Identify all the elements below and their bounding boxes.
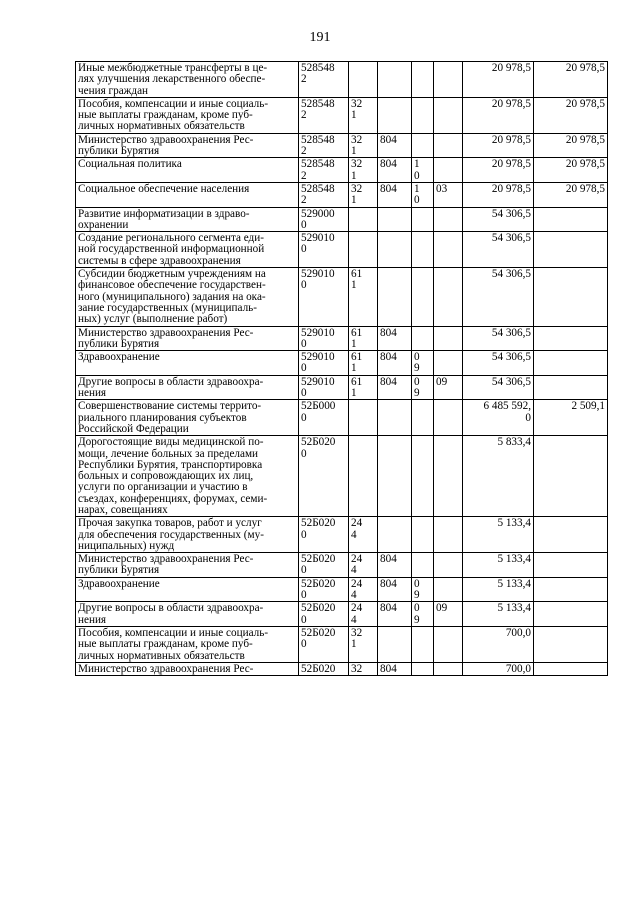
ministry-code-cell: 804: [378, 351, 412, 376]
table-row: [76, 62, 608, 98]
table-row: [76, 436, 608, 517]
amount-2-cell: 20 978,5: [534, 182, 608, 207]
subsection-cell: [434, 268, 463, 326]
amount-1-cell: 54 306,5: [463, 207, 534, 232]
amount-2-cell: 20 978,5: [534, 62, 608, 98]
expense-type-cell: 61 1: [349, 375, 378, 400]
amount-1-cell: 20 978,5: [463, 182, 534, 207]
section-cell: 1 0: [412, 182, 434, 207]
row-name-cell: Дорогостоящие виды медицинской по- мощи, лечение больных за пределами Республики Бурятия, транспортировка больных и сопровождающих их лиц, услуги по организации и участию в съездах, конференциях, форумах, семи- нарах, совещаниях: [76, 436, 299, 517]
ministry-code-cell: [378, 207, 412, 232]
amount-1-cell: 5 133,4: [463, 577, 534, 602]
expense-type-cell: 24 4: [349, 602, 378, 627]
ministry-code-cell: [378, 232, 412, 268]
row-name-cell: Совершенствование системы террито- риального планирования субъектов Российской Федерации: [76, 400, 299, 436]
ministry-code-cell: 804: [378, 553, 412, 578]
subsection-cell: [434, 553, 463, 578]
section-cell: [412, 626, 434, 662]
row-name-cell: Создание регионального сегмента еди- ной государственной информационной системы в сфере здравоохранения: [76, 232, 299, 268]
section-cell: 0 9: [412, 577, 434, 602]
table-row: [76, 577, 608, 602]
subsection-cell: [434, 662, 463, 675]
row-name-cell: Министерство здравоохранения Рес- публики Бурятия: [76, 326, 299, 351]
amount-1-cell: 700,0: [463, 662, 534, 675]
target-article-cell: 529010 0: [299, 375, 349, 400]
ministry-code-cell: [378, 62, 412, 98]
target-article-cell: 52Б020 0: [299, 436, 349, 517]
subsection-cell: 09: [434, 602, 463, 627]
amount-2-cell: [534, 602, 608, 627]
row-name-cell: Министерство здравоохранения Рес- публики Бурятия: [76, 553, 299, 578]
expense-type-cell: [349, 436, 378, 517]
section-cell: [412, 436, 434, 517]
amount-2-cell: [534, 517, 608, 553]
amount-1-cell: 54 306,5: [463, 351, 534, 376]
expense-type-cell: [349, 62, 378, 98]
table-row: [76, 207, 608, 232]
amount-2-cell: [534, 577, 608, 602]
target-article-cell: 528548 2: [299, 133, 349, 158]
target-article-cell: 529000 0: [299, 207, 349, 232]
amount-1-cell: 54 306,5: [463, 326, 534, 351]
table-row: [76, 268, 608, 326]
amount-1-cell: 5 133,4: [463, 553, 534, 578]
section-cell: 0 9: [412, 375, 434, 400]
table-row: [76, 626, 608, 662]
expense-type-cell: 24 4: [349, 553, 378, 578]
amount-1-cell: 6 485 592, 0: [463, 400, 534, 436]
ministry-code-cell: 804: [378, 602, 412, 627]
amount-2-cell: [534, 662, 608, 675]
row-name-cell: Социальная политика: [76, 158, 299, 183]
target-article-cell: 52Б020 0: [299, 517, 349, 553]
ministry-code-cell: [378, 436, 412, 517]
section-cell: [412, 662, 434, 675]
ministry-code-cell: 804: [378, 326, 412, 351]
amount-2-cell: 2 509,1: [534, 400, 608, 436]
subsection-cell: [434, 62, 463, 98]
table-row: [76, 182, 608, 207]
table-row: [76, 232, 608, 268]
table-row: [76, 97, 608, 133]
subsection-cell: [434, 232, 463, 268]
amount-2-cell: [534, 436, 608, 517]
row-name-cell: Другие вопросы в области здравоохра- нения: [76, 375, 299, 400]
table-row: [76, 133, 608, 158]
table-row: [76, 602, 608, 627]
row-name-cell: Министерство здравоохранения Рес-: [76, 662, 299, 675]
target-article-cell: 528548 2: [299, 97, 349, 133]
ministry-code-cell: [378, 517, 412, 553]
amount-2-cell: 20 978,5: [534, 97, 608, 133]
row-name-cell: Прочая закупка товаров, работ и услуг для обеспечения государственных (му- ниципальных) нужд: [76, 517, 299, 553]
target-article-cell: 528548 2: [299, 62, 349, 98]
ministry-code-cell: [378, 97, 412, 133]
section-cell: [412, 207, 434, 232]
subsection-cell: [434, 326, 463, 351]
ministry-code-cell: 804: [378, 577, 412, 602]
ministry-code-cell: 804: [378, 182, 412, 207]
subsection-cell: [434, 158, 463, 183]
table-body: [76, 62, 608, 676]
subsection-cell: [434, 133, 463, 158]
table-row: [76, 662, 608, 675]
ministry-code-cell: 804: [378, 158, 412, 183]
ministry-code-cell: 804: [378, 375, 412, 400]
table-row: [76, 517, 608, 553]
expense-type-cell: 32 1: [349, 626, 378, 662]
section-cell: 0 9: [412, 351, 434, 376]
ministry-code-cell: [378, 400, 412, 436]
expense-type-cell: 24 4: [349, 517, 378, 553]
row-name-cell: Здравоохранение: [76, 351, 299, 376]
expense-type-cell: [349, 207, 378, 232]
subsection-cell: [434, 577, 463, 602]
amount-1-cell: 54 306,5: [463, 375, 534, 400]
amount-1-cell: 5 833,4: [463, 436, 534, 517]
row-name-cell: Пособия, компенсации и иные социаль- ные выплаты гражданам, кроме пуб- личных нормативных обязательств: [76, 97, 299, 133]
subsection-cell: [434, 97, 463, 133]
row-name-cell: Социальное обеспечение населения: [76, 182, 299, 207]
amount-2-cell: [534, 351, 608, 376]
row-name-cell: Другие вопросы в области здравоохра- нения: [76, 602, 299, 627]
amount-2-cell: [534, 326, 608, 351]
subsection-cell: 03: [434, 182, 463, 207]
target-article-cell: 52Б020 0: [299, 577, 349, 602]
amount-2-cell: [534, 268, 608, 326]
target-article-cell: 52Б020: [299, 662, 349, 675]
row-name-cell: Министерство здравоохранения Рес- публики Бурятия: [76, 133, 299, 158]
section-cell: [412, 97, 434, 133]
target-article-cell: 528548 2: [299, 158, 349, 183]
amount-2-cell: [534, 553, 608, 578]
amount-1-cell: 54 306,5: [463, 232, 534, 268]
amount-1-cell: 5 133,4: [463, 517, 534, 553]
section-cell: [412, 62, 434, 98]
target-article-cell: 52Б020 0: [299, 553, 349, 578]
row-name-cell: Развитие информатизации в здраво- охранении: [76, 207, 299, 232]
row-name-cell: Здравоохранение: [76, 577, 299, 602]
section-cell: [412, 400, 434, 436]
table-row: [76, 400, 608, 436]
amount-1-cell: 20 978,5: [463, 97, 534, 133]
section-cell: 1 0: [412, 158, 434, 183]
expense-type-cell: 32 1: [349, 158, 378, 183]
table-row: [76, 375, 608, 400]
row-name-cell: Субсидии бюджетным учреждениям на финансовое обеспечение государствен- ного (муниципального) задания на ока- зание государственных (муниципаль- ных) услуг (выполнение работ): [76, 268, 299, 326]
expense-type-cell: 61 1: [349, 351, 378, 376]
table-row: [76, 351, 608, 376]
amount-2-cell: [534, 626, 608, 662]
section-cell: [412, 517, 434, 553]
subsection-cell: [434, 351, 463, 376]
ministry-code-cell: 804: [378, 133, 412, 158]
table-row: [76, 326, 608, 351]
target-article-cell: 52Б000 0: [299, 400, 349, 436]
ministry-code-cell: [378, 626, 412, 662]
target-article-cell: 52Б020 0: [299, 602, 349, 627]
amount-1-cell: 5 133,4: [463, 602, 534, 627]
amount-1-cell: 700,0: [463, 626, 534, 662]
section-cell: [412, 133, 434, 158]
amount-1-cell: 20 978,5: [463, 158, 534, 183]
amount-1-cell: 20 978,5: [463, 62, 534, 98]
section-cell: 0 9: [412, 602, 434, 627]
ministry-code-cell: 804: [378, 662, 412, 675]
amount-2-cell: [534, 207, 608, 232]
table-row: [76, 553, 608, 578]
target-article-cell: 529010 0: [299, 232, 349, 268]
subsection-cell: [434, 626, 463, 662]
amount-2-cell: 20 978,5: [534, 133, 608, 158]
expense-type-cell: 32 1: [349, 182, 378, 207]
subsection-cell: 09: [434, 375, 463, 400]
row-name-cell: Иные межбюджетные трансферты в це- лях улучшения лекарственного обеспе- чения граждан: [76, 62, 299, 98]
section-cell: [412, 326, 434, 351]
amount-2-cell: [534, 375, 608, 400]
target-article-cell: 529010 0: [299, 268, 349, 326]
expense-type-cell: 32 1: [349, 133, 378, 158]
expense-type-cell: 32 1: [349, 97, 378, 133]
section-cell: [412, 553, 434, 578]
subsection-cell: [434, 436, 463, 517]
amount-1-cell: 20 978,5: [463, 133, 534, 158]
section-cell: [412, 268, 434, 326]
expense-type-cell: 24 4: [349, 577, 378, 602]
section-cell: [412, 232, 434, 268]
target-article-cell: 52Б020 0: [299, 626, 349, 662]
subsection-cell: [434, 207, 463, 232]
target-article-cell: 528548 2: [299, 182, 349, 207]
subsection-cell: [434, 400, 463, 436]
amount-2-cell: 20 978,5: [534, 158, 608, 183]
expense-type-cell: [349, 400, 378, 436]
expense-type-cell: 32: [349, 662, 378, 675]
amount-1-cell: 54 306,5: [463, 268, 534, 326]
amount-2-cell: [534, 232, 608, 268]
ministry-code-cell: [378, 268, 412, 326]
table-row: [76, 158, 608, 183]
expense-type-cell: 61 1: [349, 326, 378, 351]
expense-type-cell: 61 1: [349, 268, 378, 326]
page-number: 191: [309, 30, 331, 45]
expense-type-cell: [349, 232, 378, 268]
row-name-cell: Пособия, компенсации и иные социаль- ные выплаты гражданам, кроме пуб- личных нормативных обязательств: [76, 626, 299, 662]
subsection-cell: [434, 517, 463, 553]
target-article-cell: 529010 0: [299, 351, 349, 376]
target-article-cell: 529010 0: [299, 326, 349, 351]
budget-table: [75, 61, 608, 676]
